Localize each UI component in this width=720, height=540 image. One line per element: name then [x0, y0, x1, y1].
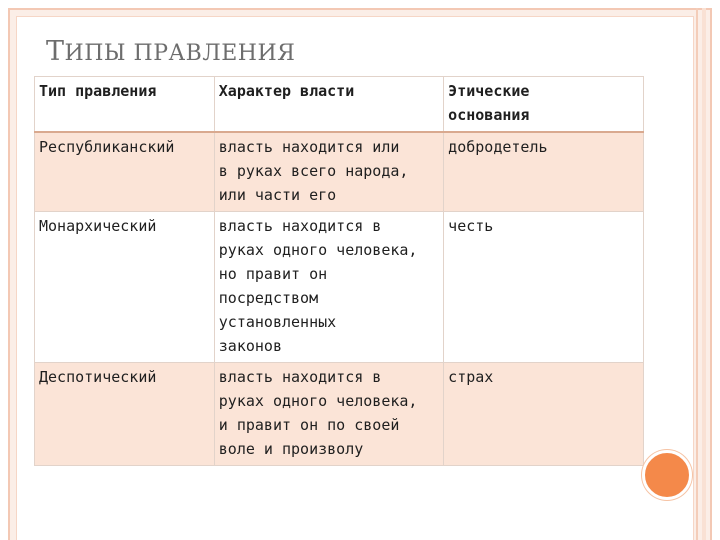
row-ethics-text: страх [448, 368, 494, 386]
header-ethics-label: Этические основания [448, 82, 530, 124]
table-row [35, 132, 644, 212]
row-nature-text: власть находится в руках одного человека, и правит он по своей воле и произволу [218, 368, 418, 458]
header-nature [214, 77, 443, 133]
row-type-cell [35, 132, 215, 212]
row-type-cell [35, 363, 215, 466]
header-ethics [444, 77, 644, 133]
row-nature-cell [214, 363, 443, 466]
row-nature-text: власть находится в руках одного человека, но правит он посредством установленных законов [218, 217, 418, 355]
frame-accent-band [702, 8, 706, 540]
row-nature-cell [214, 132, 443, 212]
row-type-text: Деспотический [39, 368, 157, 386]
row-ethics-text: добродетель [448, 138, 548, 156]
frame-accent-line [696, 8, 698, 540]
table-header-row [35, 77, 644, 133]
row-type-text: Республиканский [39, 138, 175, 156]
row-type-cell [35, 212, 215, 363]
row-type-text: Монархический [39, 217, 157, 235]
table-row [35, 212, 644, 363]
orange-circle-decoration [642, 450, 692, 500]
slide-title [46, 36, 295, 67]
government-types-table [34, 76, 644, 466]
slide-title-initial: Т [46, 36, 65, 67]
table-row [35, 363, 644, 466]
slide-title-rest: ИПЫ ПРАВЛЕНИЯ [64, 41, 296, 66]
row-ethics-cell [444, 132, 644, 212]
header-nature-label: Характер власти [218, 82, 355, 100]
header-type-label: Тип правления [39, 82, 157, 100]
row-nature-text: власть находится или в руках всего народа, или части его [218, 138, 409, 204]
row-nature-cell [214, 212, 443, 363]
row-ethics-cell [444, 212, 644, 363]
header-type [35, 77, 215, 133]
row-ethics-cell [444, 363, 644, 466]
row-ethics-text: честь [448, 217, 494, 235]
